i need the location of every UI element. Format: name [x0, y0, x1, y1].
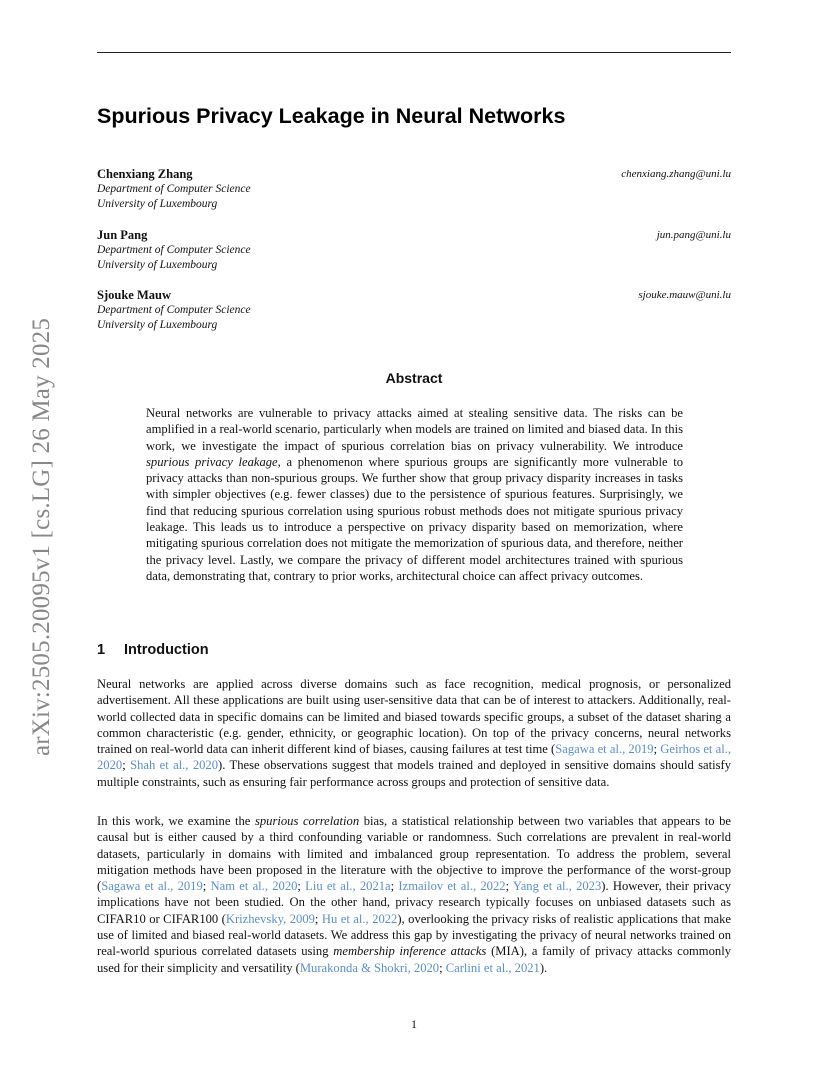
citation-link[interactable]: Nam et al., 2020: [210, 879, 298, 894]
text-run: ). However, their privacy implications have not been studied. On the other hand, privacy research typically focuses on unbiased datasets such as CIFAR10 or CIFAR100 (: [97, 879, 732, 926]
citation-link[interactable]: Sagawa et al., 2019: [555, 742, 654, 757]
text-run: ).: [539, 960, 548, 975]
author-department: Department of Computer Science: [97, 183, 251, 195]
author-email[interactable]: chenxiang.zhang@uni.lu: [621, 168, 731, 180]
arxiv-id: arXiv:2505.20095v1 [cs.LG] 26 May 2025: [28, 317, 55, 757]
citation-link[interactable]: Geirhos et al., 2020: [97, 742, 731, 773]
text-run: In this work, we examine the: [97, 814, 255, 828]
author-block-2: [97, 228, 731, 273]
citation-separator: ;: [439, 960, 446, 975]
author-university: University of Luxembourg: [97, 198, 218, 210]
author-department: Department of Computer Science: [97, 244, 251, 256]
author-university: University of Luxembourg: [97, 259, 218, 271]
text-run: ), overlooking the privacy risks of realistic applications that make use of limited and biased real-world datasets. We address this gap by investigating the privacy of neural networks trained on real-world spurious correlated datasets using: [97, 911, 732, 959]
author-block-3: [97, 288, 731, 333]
author-name: Sjouke Mauw: [97, 288, 171, 302]
citation-link[interactable]: Liu et al., 2021a: [305, 879, 391, 894]
intro-paragraph-1: [97, 676, 731, 790]
text-run: (MIA), a family of privacy attacks commonly used for their simplicity and versatility (: [97, 944, 731, 975]
citation-link[interactable]: Hu et al., 2022: [321, 911, 398, 926]
author-name: Chenxiang Zhang: [97, 167, 193, 181]
section-number: 1: [97, 642, 106, 658]
text-run: Neural networks are applied across diverse domains such as face recognition, medical prognosis, or personalized advertisement. All these applications are built using user-sensitive data that can be of interest to attackers. Additionally, real-world collected data in specific domains can be limited and biased towards specific groups, a subset of the dataset sharing a common characteristic (e.g. gender, ethnicity, or geographic location). On top of the privacy concerns, neural networks trained on real-world data can inherit different kind of biases, causing failures at test time (: [97, 677, 731, 757]
citation-separator: ;: [314, 911, 322, 926]
page-number: 1: [411, 1017, 417, 1031]
author-email[interactable]: jun.pang@uni.lu: [656, 229, 731, 241]
citation-separator: ;: [122, 758, 131, 773]
abstract-text-part: , a phenomenon where spurious groups are significantly more vulnerable to privacy attacks than non-spurious groups. We further show that group privacy disparity increases in tasks with simpler objectives (e.g. fewer classes) due to the persistence of spurious features. Surprisingly, we find that reducing spurious correlation using spurious robust methods does not mitigate spurious privacy leakage. This leads us to introduce a perspective on privacy disparity based on memorization, where mitigating spurious correlation does not mitigate the memorization of spurious data, and therefore, neither the privacy level. Lastly, we compare the privacy of different model architectures trained with spurious data, demonstrating that, contrary to prior works, architectural choice can affect privacy outcomes.: [146, 454, 684, 583]
emphasis: membership inference attacks: [333, 944, 487, 959]
citation-link[interactable]: Izmailov et al., 2022: [398, 879, 506, 894]
abstract-emphasis: spurious privacy leakage: [146, 454, 278, 469]
abstract-text: [146, 405, 683, 584]
section-heading: [97, 642, 209, 658]
text-run: bias, a statistical relationship between two variables that appears to be causal but is either caused by a third confounding variable or randomness. Such correlations are prevalent in real-world datasets, particularly in domains with limited and imbalanced group representation. To address the problem, several mitigation methods have been proposed in the literature with the objective to improve the performance of the worst-group (: [97, 814, 731, 894]
citation-separator: ;: [505, 879, 513, 894]
citation-separator: ;: [202, 879, 211, 894]
emphasis: spurious correlation: [254, 814, 360, 828]
citation-link[interactable]: Sagawa et al., 2019: [101, 879, 203, 894]
intro-paragraph-2: [97, 813, 731, 976]
citation-link[interactable]: Yang et al., 2023: [512, 879, 602, 894]
citation-link[interactable]: Murakonda & Shokri, 2020: [299, 960, 440, 975]
citation-link[interactable]: Carlini et al., 2021: [445, 960, 540, 975]
author-name: Jun Pang: [97, 228, 148, 242]
citation-link[interactable]: Krizhevsky, 2009: [225, 911, 315, 926]
abstract-heading: Abstract: [385, 370, 443, 386]
citation-separator: ;: [297, 879, 306, 894]
citation-separator: ;: [653, 742, 661, 757]
author-block-1: [97, 167, 731, 212]
paper-title: Spurious Privacy Leakage in Neural Networks: [97, 104, 566, 128]
citation-separator: ;: [390, 879, 399, 894]
author-department: Department of Computer Science: [97, 304, 251, 316]
section-title: Introduction: [124, 642, 209, 658]
author-email[interactable]: sjouke.mauw@uni.lu: [638, 289, 731, 301]
text-run: ). These observations suggest that models trained and deployed in sensitive domains should satisfy multiple constraints, such as ensuring fair performance across groups and protection of sensitive data.: [97, 758, 731, 789]
citation-link[interactable]: Shah et al., 2020: [130, 758, 219, 773]
author-university: University of Luxembourg: [97, 319, 218, 331]
header-rule: [97, 52, 731, 53]
abstract-text-part: Neural networks are vulnerable to privacy attacks aimed at stealing sensitive data. The risks can be amplified in a real-world scenario, particularly when models are trained on limited and biased data. In this work, we investigate the impact of spurious correlation bias on privacy vulnerability. We introduce: [146, 406, 683, 453]
